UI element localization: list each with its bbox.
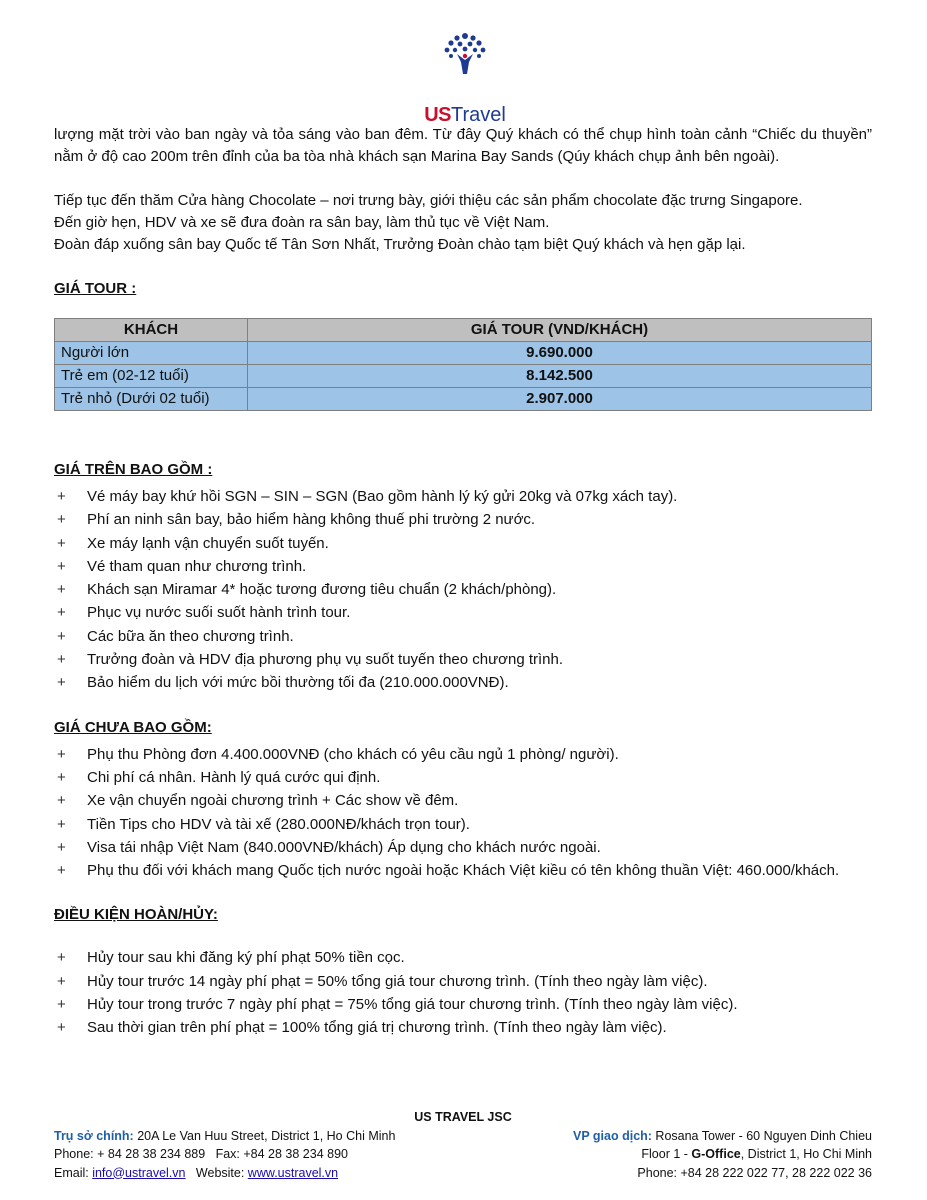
- intro-paragraph-3: Đến giờ hẹn, HDV và xe sẽ đưa đoàn ra sân bay, làm thủ tục về Việt Nam.: [54, 214, 550, 231]
- list-item-text: Khách sạn Miramar 4* hoặc tương đương tiêu chuẩn (2 khách/phòng).: [87, 581, 557, 599]
- list-item-text: Vé máy bay khứ hồi SGN – SIN – SGN (Bao gồm hành lý ký gửi 20kg và 07kg xách tay).: [87, 488, 678, 505]
- excluded-heading: GIÁ CHƯA BAO GỒM:: [54, 718, 212, 736]
- list-item-text: Phục vụ nước suối suốt hành trình tour.: [87, 604, 351, 622]
- plus-bullet-icon: +: [57, 557, 66, 575]
- list-item: [54, 970, 872, 993]
- list-item: [54, 1016, 872, 1039]
- list-item-text: Phụ thu Phòng đơn 4.400.000VNĐ (cho khách có yêu cầu ngủ 1 phòng/ người).: [87, 745, 619, 763]
- list-item: [54, 671, 872, 694]
- footer-company-name: US TRAVEL JSC: [414, 1110, 512, 1124]
- list-item-text: Visa tái nhập Việt Nam (840.000VNĐ/khách) Áp dụng cho khách nước ngoài.: [87, 838, 601, 856]
- plus-bullet-icon: +: [57, 627, 66, 645]
- intro-paragraph-2: Tiếp tục đến thăm Cửa hàng Chocolate – nơi trưng bày, giới thiệu các sản phẩm chocolate đặc trưng Singapore.: [54, 192, 803, 209]
- list-item-text: Hủy tour sau khi đăng ký phí phạt 50% tiền cọc.: [87, 949, 405, 967]
- footer-hq: [54, 1127, 395, 1146]
- list-item: [54, 766, 872, 789]
- table-row: [55, 342, 872, 365]
- price-table-header: [55, 319, 872, 342]
- list-item: [54, 508, 872, 531]
- plus-bullet-icon: +: [57, 972, 66, 990]
- plus-bullet-icon: +: [57, 581, 66, 599]
- price-heading: GIÁ TOUR :: [54, 280, 137, 297]
- footer-row-3: [54, 1164, 872, 1183]
- plus-bullet-icon: +: [57, 534, 66, 552]
- guest-cell: Người lớn: [55, 342, 248, 365]
- footer-contact: [54, 1164, 338, 1183]
- list-item-text: Sau thời gian trên phí phạt = 100% tổng giá trị chương trình. (Tính theo ngày làm việc).: [87, 1019, 667, 1037]
- list-item: [54, 648, 872, 671]
- list-item-text: Trưởng đoàn và HDV địa phương phụ vụ suốt tuyến theo chương trình.: [87, 651, 564, 669]
- col-price-header: GIÁ TOUR (VND/KHÁCH): [248, 319, 872, 342]
- footer-vp-phone: Phone: +84 28 222 022 77, 28 222 022 36: [637, 1165, 872, 1180]
- excluded-list: [54, 743, 872, 883]
- price-cell: 8.142.500: [248, 365, 872, 388]
- plus-bullet-icon: +: [57, 996, 66, 1014]
- footer-vp-label: VP giao dịch:: [573, 1128, 652, 1143]
- plus-bullet-icon: +: [57, 1019, 66, 1037]
- tree-people-logo-icon: [439, 30, 491, 76]
- plus-bullet-icon: +: [57, 488, 66, 505]
- plus-bullet-icon: +: [57, 511, 66, 529]
- footer-phone-fax: Phone: + 84 28 38 234 889 Fax: +84 28 38 234 890: [54, 1147, 348, 1161]
- list-item: [54, 813, 872, 836]
- guest-cell: Trẻ em (02-12 tuổi): [55, 365, 248, 388]
- footer-hq-address: 20A Le Van Huu Street, District 1, Ho Chi Minh: [133, 1128, 396, 1143]
- logo-wordmark: [405, 104, 525, 126]
- list-item-text: Chi phí cá nhân. Hành lý quá cước qui định.: [87, 768, 381, 786]
- plus-bullet-icon: +: [57, 815, 66, 833]
- list-item: [54, 743, 872, 766]
- cancel-heading: ĐIỀU KIỆN HOÀN/HỦY:: [54, 906, 218, 924]
- list-item: [54, 578, 872, 601]
- table-row: [55, 388, 872, 411]
- plus-bullet-icon: +: [57, 949, 66, 967]
- plus-bullet-icon: +: [57, 674, 66, 692]
- website-link[interactable]: www.ustravel.vn: [247, 1165, 339, 1180]
- list-item-text: Hủy tour trước 14 ngày phí phạt = 50% tổng giá tour chương trình. (Tính theo ngày làm việc).: [87, 972, 708, 990]
- list-item: [54, 993, 872, 1016]
- footer-floor-office: G-Office: [691, 1147, 741, 1161]
- plus-bullet-icon: +: [57, 792, 66, 810]
- footer-row-1: [54, 1127, 872, 1146]
- footer-hq-label: Trụ sở chính:: [54, 1128, 134, 1143]
- table-row: [55, 365, 872, 388]
- list-item: [54, 601, 872, 624]
- list-item: [54, 836, 872, 859]
- footer-floor-post: , District 1, Ho Chi Minh: [740, 1147, 872, 1161]
- list-item: [54, 555, 872, 578]
- footer-row-2: [54, 1145, 872, 1164]
- footer-vp: [573, 1127, 872, 1146]
- list-item-text: Phụ thu đối với khách mang Quốc tịch nước ngoài hoặc Khách Việt kiều có tên không thuần Việt: 460.000/khách.: [87, 862, 840, 880]
- email-link[interactable]: info@ustravel.vn: [92, 1165, 186, 1180]
- price-cell: 9.690.000: [248, 342, 872, 365]
- footer-website-label: Website:: [185, 1165, 248, 1180]
- logo-travel-text: Travel: [450, 104, 506, 126]
- intro-paragraph-1: lượng mặt trời vào ban ngày và tỏa sáng vào ban đêm. Từ đây Quý khách có thể chụp hình toàn cảnh “Chiếc du thuyền” nằm ở độ cao 200m trên đỉnh của ba tòa nhà khách sạn Marina Bay Sands (Qúy khách chụp ảnh bên ngoài).: [54, 126, 872, 165]
- list-item: [54, 946, 872, 969]
- list-item: [54, 859, 872, 882]
- list-item-text: Xe vận chuyển ngoài chương trình + Các show về đêm.: [87, 792, 459, 810]
- footer-email-label: Email:: [54, 1165, 93, 1180]
- plus-bullet-icon: +: [57, 651, 66, 669]
- price-table: [54, 318, 872, 411]
- plus-bullet-icon: +: [57, 768, 66, 786]
- list-item: [54, 625, 872, 648]
- list-item: [54, 532, 872, 555]
- plus-bullet-icon: +: [57, 862, 66, 880]
- guest-cell: Trẻ nhỏ (Dưới 02 tuổi): [55, 388, 248, 411]
- list-item-text: Bảo hiểm du lịch với mức bồi thường tối đa (210.000.000VNĐ).: [87, 674, 509, 692]
- footer-floor: [641, 1145, 872, 1164]
- plus-bullet-icon: +: [57, 838, 66, 856]
- intro-paragraph-4: Đoàn đáp xuống sân bay Quốc tế Tân Sơn Nhất, Trưởng Đoàn chào tạm biệt Quý khách và hẹn gặp lại.: [54, 236, 746, 253]
- included-list: [54, 485, 872, 695]
- logo-us-text: US: [424, 104, 451, 126]
- cancel-list: [54, 946, 872, 1039]
- us-travel-logo: [405, 30, 525, 126]
- list-item-text: Vé tham quan như chương trình.: [87, 557, 307, 575]
- list-item-text: Hủy tour trong trước 7 ngày phí phạt = 75% tổng giá tour chương trình. (Tính theo ngày làm việc).: [87, 996, 738, 1014]
- plus-bullet-icon: +: [57, 604, 66, 622]
- list-item-text: Các bữa ăn theo chương trình.: [87, 627, 294, 645]
- price-cell: 2.907.000: [248, 388, 872, 411]
- col-guest-header: KHÁCH: [55, 319, 248, 342]
- list-item-text: Tiền Tips cho HDV và tài xế (280.000NĐ/khách trọn tour).: [87, 815, 470, 833]
- footer-vp-address: Rosana Tower - 60 Nguyen Dinh Chieu: [651, 1128, 872, 1143]
- document-body: [54, 124, 872, 1040]
- list-item-text: Phí an ninh sân bay, bảo hiểm hàng không thuế phi trường 2 nước.: [87, 511, 536, 529]
- plus-bullet-icon: +: [57, 745, 66, 763]
- included-heading: GIÁ TRÊN BAO GỒM :: [54, 461, 213, 478]
- list-item: [54, 485, 872, 508]
- list-item-text: Xe máy lạnh vận chuyển suốt tuyến.: [87, 534, 329, 552]
- list-item: [54, 789, 872, 812]
- page-footer: [54, 1108, 872, 1182]
- footer-floor-pre: Floor 1 -: [641, 1147, 692, 1161]
